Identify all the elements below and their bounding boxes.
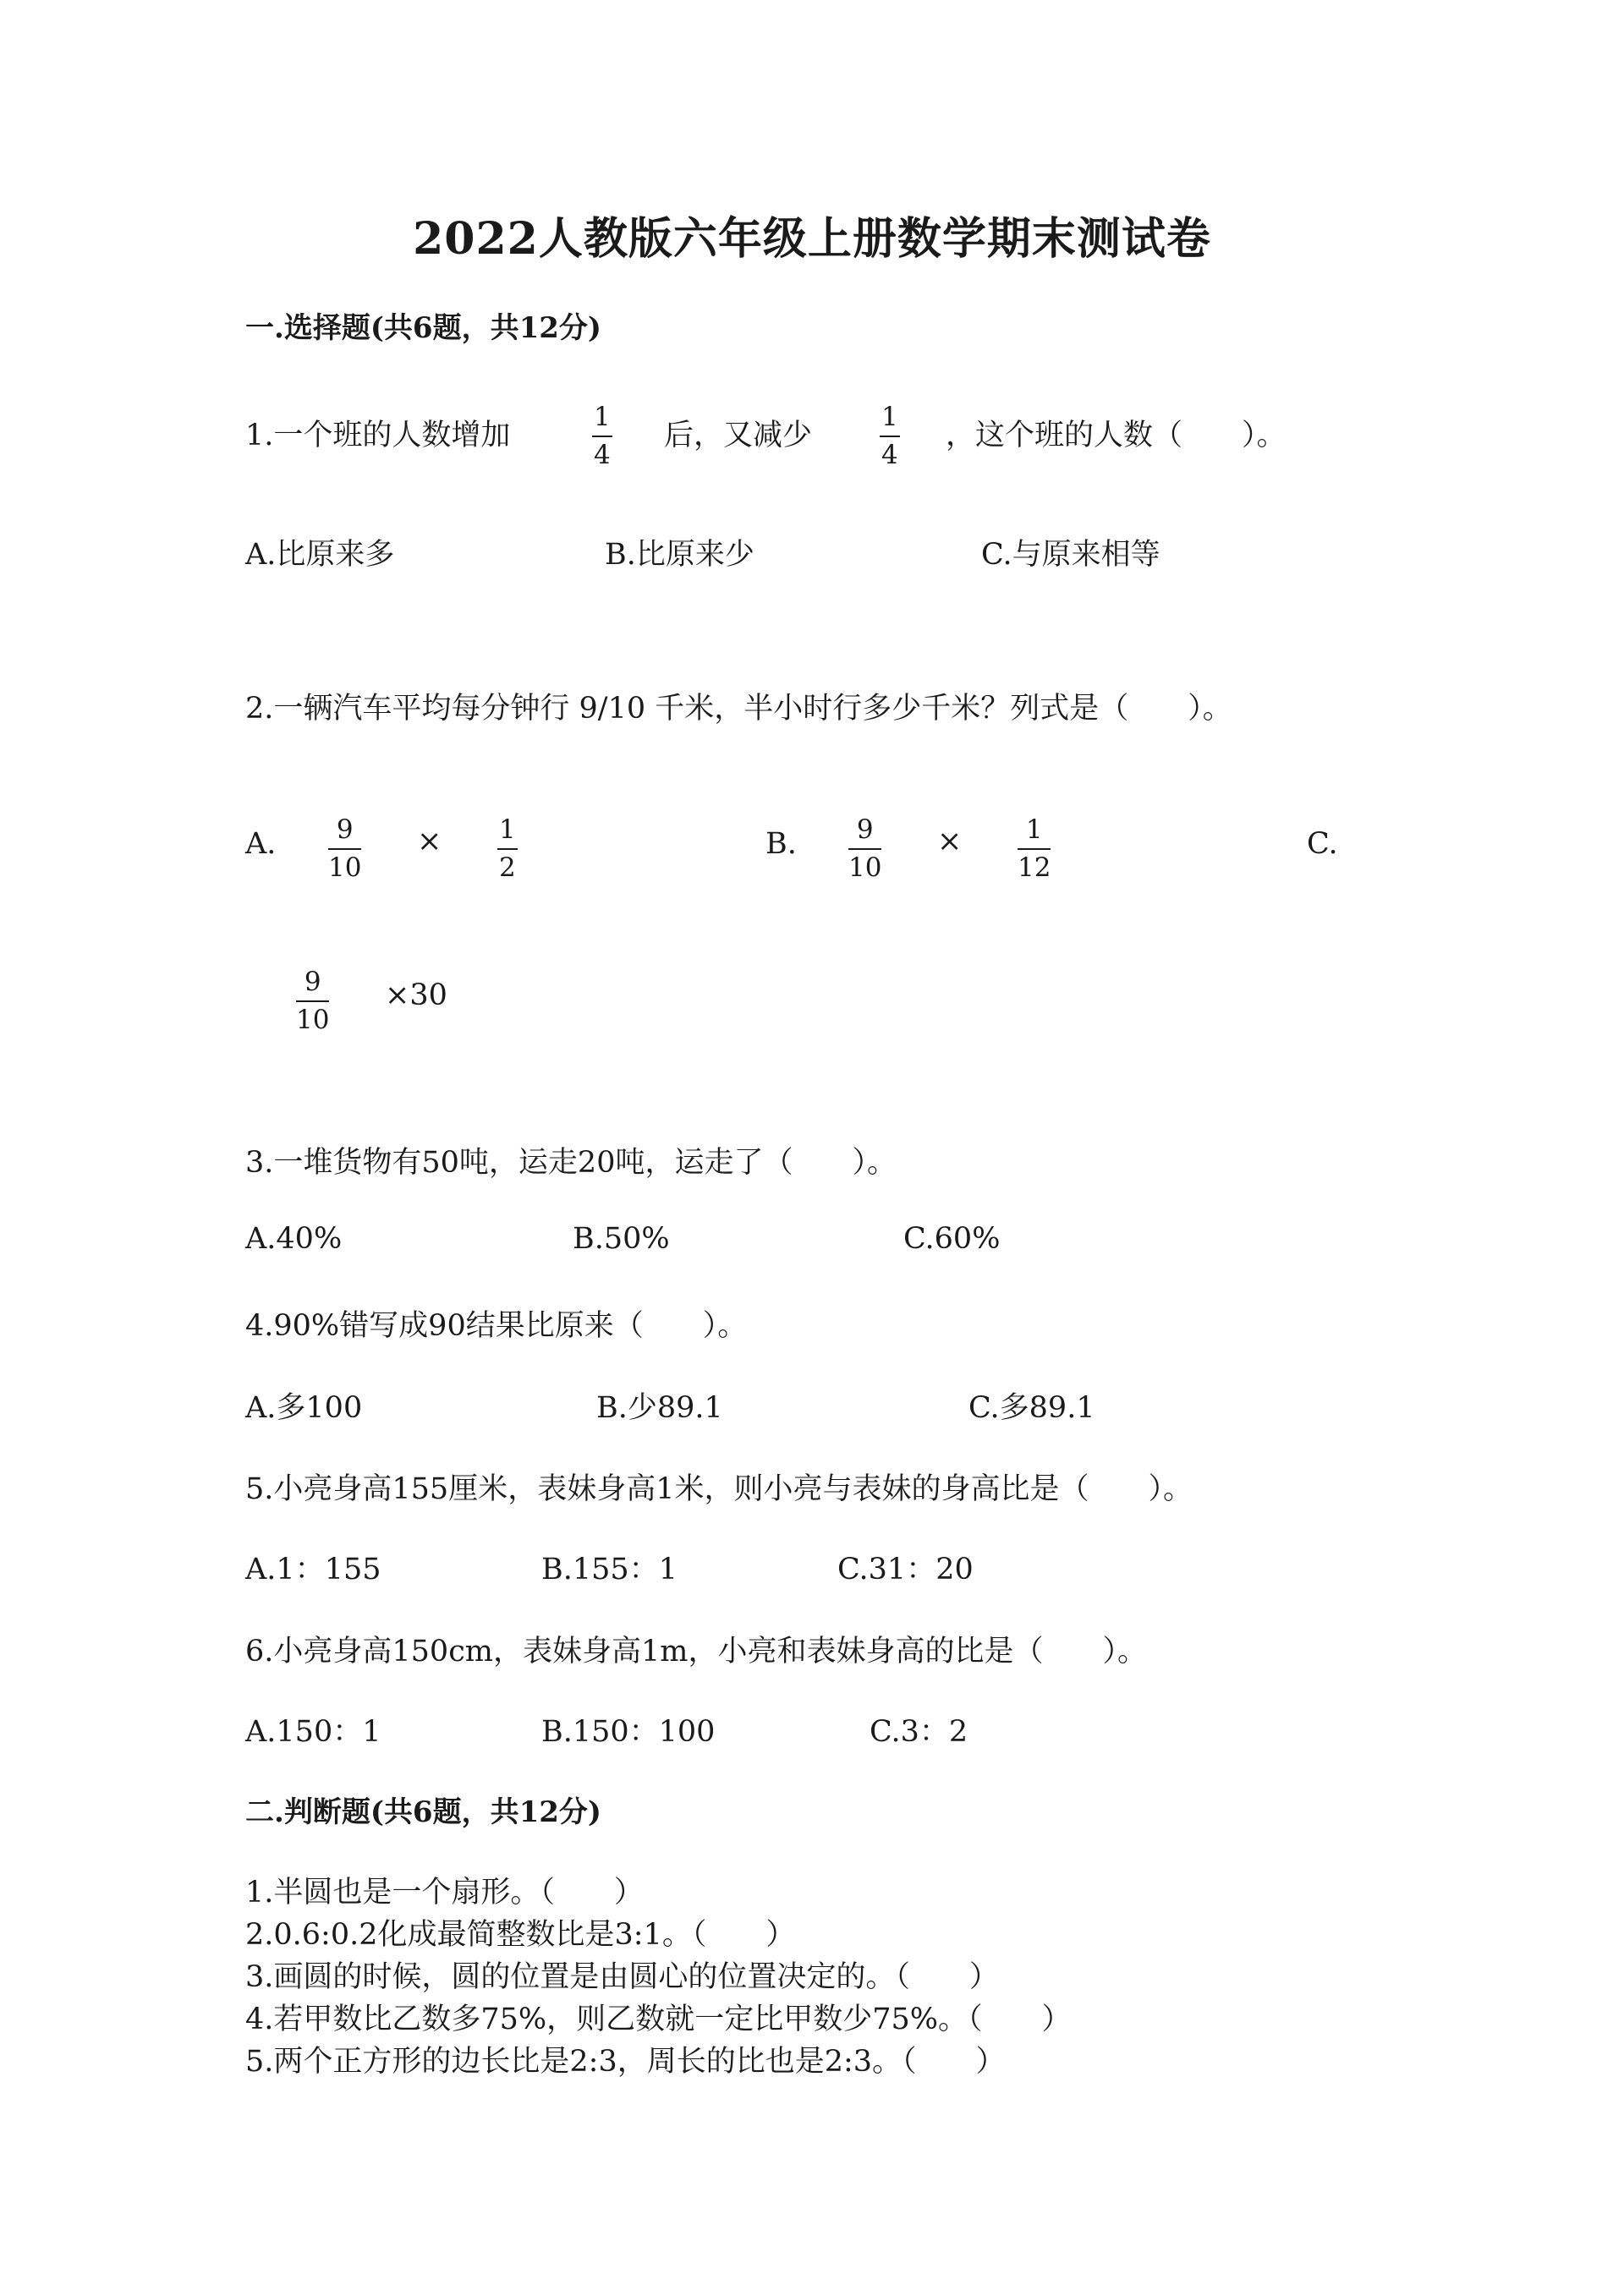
question-2-text: 2.一辆汽车平均每分钟行 9/10 千米，半小时行多少千米？列式是（ ）。	[245, 692, 1232, 726]
fraction	[880, 404, 900, 469]
question-1-prefix: 1.一个班的人数增加	[245, 419, 511, 452]
option-c: C.3：2	[870, 1715, 968, 1749]
option-a: A.多100	[245, 1391, 363, 1425]
option-b: B.155：1	[541, 1553, 678, 1586]
fraction-denominator: 10	[848, 852, 882, 883]
fraction	[296, 969, 329, 1033]
option-a-label: A.	[245, 827, 277, 861]
fraction	[1018, 814, 1051, 883]
question-5-text: 5.小亮身高155厘米，表妹身高1米，则小亮与表妹的身高比是（ ）。	[245, 1472, 1193, 1506]
question-1-suffix: ，这个班的人数（ ）。	[946, 419, 1287, 452]
question-1-middle: 后，又减少	[664, 419, 813, 452]
option-c: C.31：20	[837, 1553, 974, 1586]
fraction-numerator: 9	[304, 967, 321, 997]
option-a: A.1：155	[245, 1553, 381, 1586]
fraction-denominator: 4	[881, 440, 898, 470]
section-heading-choice: 一.选择题(共6题，共12分)	[245, 311, 601, 345]
question-4-text: 4.90%错写成90结果比原来（ ）。	[245, 1309, 748, 1343]
option-a: A.40%	[245, 1222, 343, 1256]
fraction-numerator: 1	[499, 814, 516, 845]
question-3-text: 3.一堆货物有50吨，运走20吨，运走了（ ）。	[245, 1146, 897, 1180]
fraction-denominator: 2	[499, 852, 516, 883]
option-b: B.50%	[573, 1222, 670, 1256]
section-heading-judgment: 二.判断题(共6题，共12分)	[245, 1795, 601, 1829]
fraction-numerator: 1	[1025, 814, 1043, 845]
times-sign: ×	[417, 825, 442, 858]
fraction	[497, 814, 518, 883]
fraction-denominator: 10	[328, 852, 362, 883]
times-sign: ×	[937, 825, 963, 858]
fraction-numerator: 9	[856, 814, 874, 845]
fraction	[328, 814, 362, 883]
option-c-rest: ×30	[385, 978, 447, 1012]
option-a: A.比原来多	[245, 538, 395, 572]
option-a: A.150：1	[245, 1715, 381, 1749]
option-c: C.与原来相等	[981, 538, 1160, 572]
judgment-item: 4.若甲数比乙数多75%，则乙数就一定比甲数少75%。（ ）	[245, 2003, 1072, 2036]
option-c-label: C.	[1307, 827, 1338, 861]
judgment-item: 3.画圆的时候，圆的位置是由圆心的位置决定的。（ ）	[245, 1960, 999, 1994]
judgment-item: 2.0.6:0.2化成最简整数比是3:1。（ ）	[245, 1918, 796, 1952]
judgment-item: 5.两个正方形的边长比是2:3，周长的比也是2:3。（ ）	[245, 2045, 1006, 2079]
fraction-denominator: 12	[1018, 852, 1051, 883]
fraction	[592, 404, 612, 469]
fraction-denominator: 4	[594, 440, 611, 470]
option-b: B.比原来少	[605, 538, 754, 572]
option-b-label: B.	[765, 827, 797, 861]
fraction-numerator: 1	[594, 402, 611, 432]
judgment-item: 1.半圆也是一个扇形。（ ）	[245, 1876, 644, 1910]
option-b: B.少89.1	[596, 1391, 723, 1425]
fraction	[848, 814, 882, 883]
option-c: C.60%	[903, 1222, 1001, 1256]
fraction-denominator: 10	[296, 1005, 330, 1035]
page-title: 2022人教版六年级上册数学期末测试卷	[413, 213, 1211, 265]
fraction-numerator: 1	[881, 402, 898, 432]
option-b: B.150：100	[541, 1715, 716, 1749]
fraction-numerator: 9	[336, 814, 354, 845]
question-6-text: 6.小亮身高150cm，表妹身高1m，小亮和表妹身高的比是（ ）。	[245, 1635, 1147, 1669]
option-c: C.多89.1	[968, 1391, 1095, 1425]
